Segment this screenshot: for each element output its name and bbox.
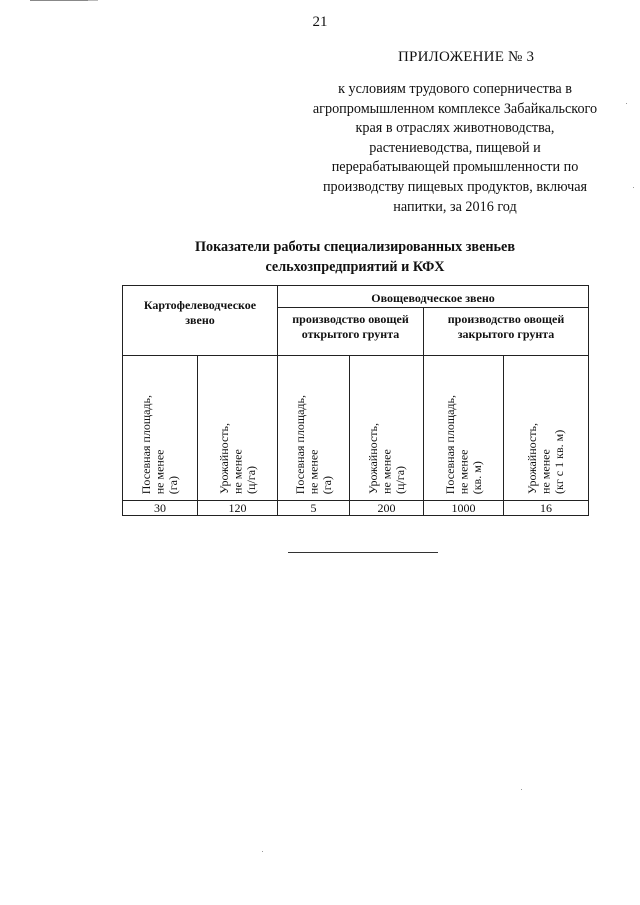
open-ground-header: производство овощей открытого грунта xyxy=(278,308,424,356)
scan-speck xyxy=(262,851,263,852)
conditions-line: производству пищевых продуктов, включая xyxy=(322,178,588,195)
column-header: Урожайность, не менее (ц/га) xyxy=(198,356,278,501)
potato-unit-header: Картофелеводческое звено xyxy=(123,286,278,356)
table-cell: 5 xyxy=(278,501,350,516)
column-header: Урожайность, не менее (ц/га) xyxy=(350,356,424,501)
scan-speck xyxy=(633,187,634,188)
top-scan-mark xyxy=(30,0,88,1)
page-number: 21 xyxy=(312,14,328,30)
vegetable-unit-header: Овощеводческое звено xyxy=(278,286,589,308)
end-rule xyxy=(288,552,438,553)
conditions-line: растениеводства, пищевой и xyxy=(369,139,541,156)
conditions-line: к условиям трудового соперничества в xyxy=(338,81,572,97)
column-header-row xyxy=(123,356,589,501)
table-heading-line: Показатели работы специализированных звеньев xyxy=(194,239,516,255)
table-cell: 30 xyxy=(123,501,198,516)
column-header: Посевная площадь, не менее (кв. м) xyxy=(424,356,504,501)
table-cell: 16 xyxy=(504,501,589,516)
conditions-line: перерабатывающей промышленности по xyxy=(331,159,579,176)
conditions-line: края в отраслях животноводства, xyxy=(355,120,555,137)
column-header: Посевная площадь, не менее (га) xyxy=(123,356,198,501)
appendix-title: ПРИЛОЖЕНИЕ № 3 xyxy=(398,49,535,65)
table-heading xyxy=(120,238,590,277)
table-heading-line: сельхозпредприятий и КФХ xyxy=(265,258,445,275)
table-cell: 200 xyxy=(350,501,424,516)
table-row xyxy=(123,501,589,516)
scan-speck xyxy=(626,103,627,104)
closed-ground-header: производство овощей закрытого грунта xyxy=(424,308,589,356)
indicators-table xyxy=(122,285,589,516)
table-cell: 1000 xyxy=(424,501,504,516)
column-header: Урожайность, не менее (кг с 1 кв. м) xyxy=(504,356,589,501)
top-scan-mark-faint xyxy=(88,0,98,1)
column-header: Посевная площадь, не менее (га) xyxy=(278,356,350,501)
conditions-line: агропромышленном комплексе Забайкальского xyxy=(312,100,598,117)
scan-speck xyxy=(521,789,522,790)
conditions-line: напитки, за 2016 год xyxy=(393,198,517,215)
appendix-conditions xyxy=(290,80,620,217)
table-cell: 120 xyxy=(198,501,278,516)
